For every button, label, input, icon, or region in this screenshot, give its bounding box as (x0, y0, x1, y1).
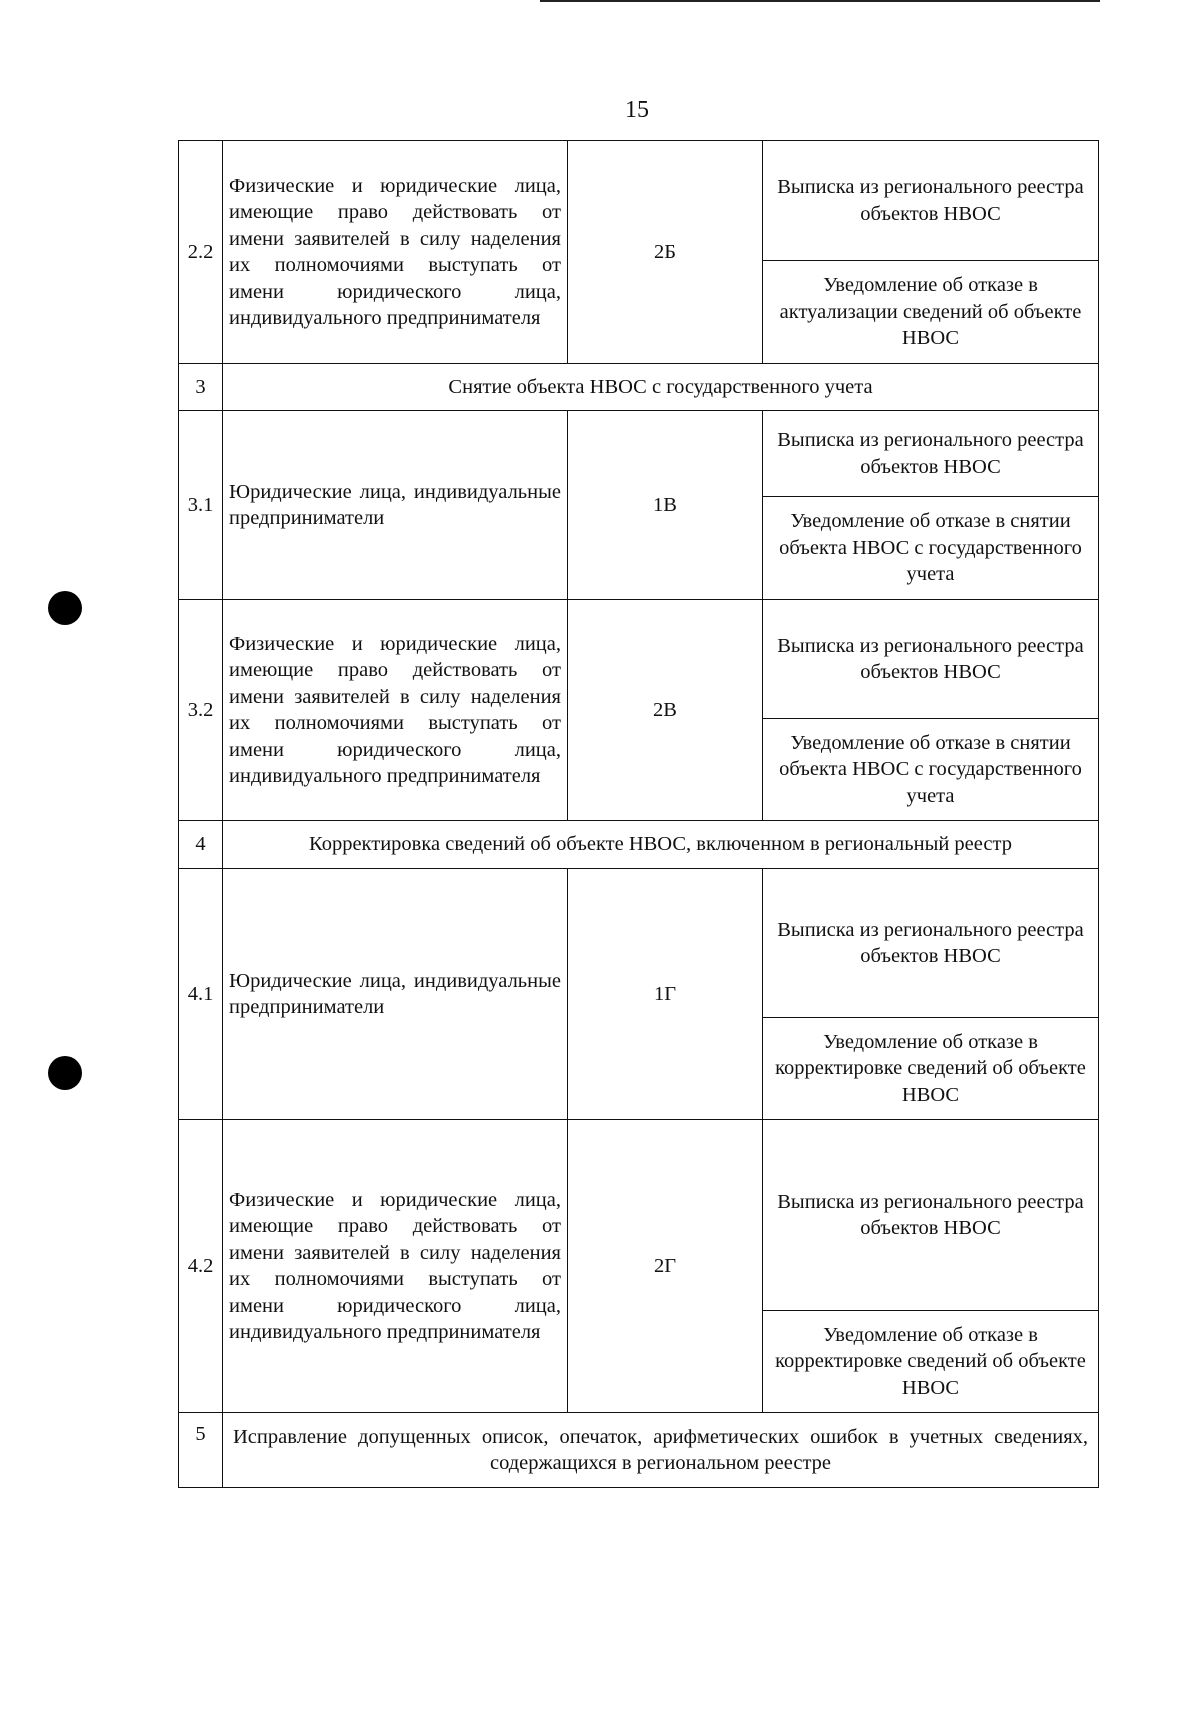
applicant-category: Физические и юридические лица, имеющие право действовать от имени заявителей в силу наделения их полномочиями выступать от имени юридического лица, индивидуального предпринимателя (223, 1120, 568, 1413)
table-row (179, 1120, 1099, 1311)
row-number: 2.2 (179, 141, 223, 364)
refusal-notice: Уведомление об отказе в корректировке сведений об объекте НВОС (763, 1018, 1099, 1120)
variant-code: 2Б (568, 141, 763, 364)
table-row (179, 141, 1099, 261)
refusal-notice: Уведомление об отказе в актуализации сведений об объекте НВОС (763, 261, 1099, 364)
applicant-category: Юридические лица, индивидуальные предприниматели (223, 869, 568, 1120)
variant-code: 2В (568, 600, 763, 821)
variant-code: 1В (568, 411, 763, 600)
refusal-notice: Уведомление об отказе в корректировке сведений об объекте НВОС (763, 1311, 1099, 1413)
refusal-notice: Уведомление об отказе в снятии объекта НВОС с государственного учета (763, 719, 1099, 821)
result-document: Выписка из регионального реестра объектов НВОС (763, 411, 1099, 497)
table-row (179, 600, 1099, 719)
table-row (179, 411, 1099, 497)
scan-edge-line (540, 0, 1100, 2)
applicant-category: Юридические лица, индивидуальные предприниматели (223, 411, 568, 600)
row-number: 3.1 (179, 411, 223, 600)
section-title: Корректировка сведений об объекте НВОС, включенном в региональный реестр (223, 821, 1099, 869)
section-number: 4 (179, 821, 223, 869)
applicant-category: Физические и юридические лица, имеющие право действовать от имени заявителей в силу наделения их полномочиями выступать от имени юридического лица, индивидуального предпринимателя (223, 141, 568, 364)
section-row (179, 1413, 1099, 1488)
result-document: Выписка из регионального реестра объектов НВОС (763, 1120, 1099, 1311)
punch-hole-top (48, 591, 82, 625)
section-row (179, 821, 1099, 869)
section-title: Исправление допущенных описок, опечаток, арифметических ошибок в учетных сведениях, содержащихся в региональном реестре (223, 1413, 1099, 1488)
result-document: Выписка из регионального реестра объектов НВОС (763, 600, 1099, 719)
section-title: Снятие объекта НВОС с государственного учета (223, 364, 1099, 411)
applicant-category: Физические и юридические лица, имеющие право действовать от имени заявителей в силу наделения их полномочиями выступать от имени юридического лица, индивидуального предпринимателя (223, 600, 568, 821)
result-document: Выписка из регионального реестра объектов НВОС (763, 869, 1099, 1018)
result-document: Выписка из регионального реестра объектов НВОС (763, 141, 1099, 261)
page-number: 15 (625, 97, 649, 123)
row-number: 4.2 (179, 1120, 223, 1413)
variant-code: 2Г (568, 1120, 763, 1413)
row-number: 3.2 (179, 600, 223, 821)
refusal-notice: Уведомление об отказе в снятии объекта НВОС с государственного учета (763, 497, 1099, 600)
section-number: 5 (179, 1413, 223, 1488)
variant-code: 1Г (568, 869, 763, 1120)
section-row (179, 364, 1099, 411)
services-table (178, 140, 1099, 1488)
section-number: 3 (179, 364, 223, 411)
table-row (179, 869, 1099, 1018)
punch-hole-bottom (48, 1056, 82, 1090)
row-number: 4.1 (179, 869, 223, 1120)
